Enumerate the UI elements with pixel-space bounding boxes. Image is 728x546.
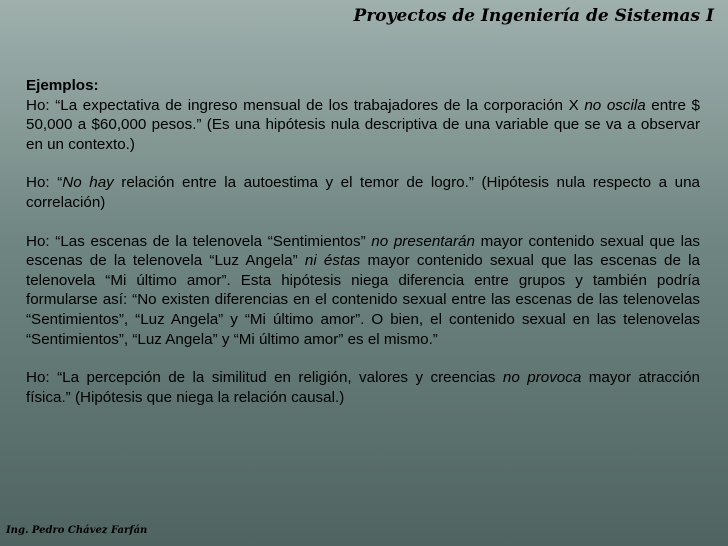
p4-emphasis: no provoca — [502, 369, 582, 387]
slide-header-title: Proyectos de Ingeniería de Sistemas I — [353, 6, 714, 26]
p4-text-c: mayor atracción física.” (Hipótesis que niega la relación causal.) — [26, 369, 700, 406]
p2-emphasis: No hay — [62, 174, 114, 192]
footer-author: Ing. Pedro Chávez Farfán — [6, 525, 148, 536]
example-paragraph-4 — [26, 368, 700, 407]
p3-emphasis-1: no presentarán — [371, 232, 475, 250]
p3-emphasis-2: ni éstas — [304, 252, 361, 270]
p3-text-c: mayor contenido sexual que las escenas de la telenovela “Luz Angela” — [26, 232, 700, 270]
p3-text-a: Ho: “Las escenas de la telenovela “Sentimientos” — [26, 232, 372, 250]
p1-emphasis: no oscila — [584, 96, 646, 114]
example-paragraph-2 — [26, 173, 700, 212]
p4-text-a: Ho: “La percepción de la similitud en religión, valores y creencias — [26, 369, 503, 387]
example-paragraph-1 — [26, 96, 700, 155]
p1-text-a: Ho: “La expectativa de ingreso mensual de los trabajadores de la corporación X — [26, 96, 585, 114]
p2-text-c: relación entre la autoestima y el temor de logro.” (Hipótesis nula respecto a una correlación) — [26, 174, 700, 211]
example-paragraph-3 — [26, 232, 700, 350]
p2-text-a: Ho: “ — [26, 174, 63, 192]
slide-content — [26, 76, 700, 407]
examples-heading: Ejemplos: — [26, 77, 99, 94]
p3-text-e: mayor contenido sexual que las escenas de la telenovela “Mi último amor”. Esta hipótesis niega diferencia entre grupos y también podría formularse así: “No existen diferencias en el contenido sexual entre las escenas de las telenovelas “Sentimientos”, “Luz Angela” y “Mi último amor”. O bien, el contenido sexual en las telenovelas “Sentimientos”, “Luz Angela” y “Mi último amor” es el mismo.” — [26, 252, 700, 348]
p1-text-c: entre $ 50,000 a $60,000 pesos.” (Es una hipótesis nula descriptiva de una variable que se va a observar en un contexto.) — [26, 96, 700, 153]
